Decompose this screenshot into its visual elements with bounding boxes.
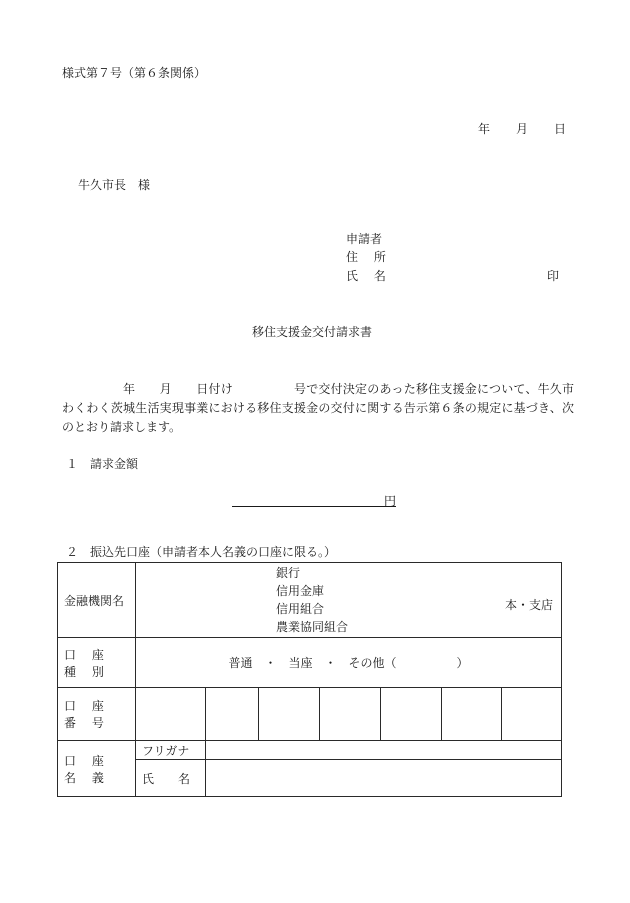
account-type-row [58, 638, 562, 688]
institution-label: 金融機関名 [58, 563, 136, 638]
account-digit-box[interactable] [206, 688, 259, 741]
account-digit-box[interactable] [381, 688, 442, 741]
holder-name-field[interactable] [206, 760, 562, 797]
section1-heading: １ 請求金額 [66, 457, 139, 471]
institution-row [58, 563, 562, 638]
section2-heading: ２ 振込先口座（申請者本人名義の口座に限る。） [66, 545, 337, 559]
account-digit-box[interactable] [502, 688, 562, 741]
applicant-heading: 申請者 [346, 232, 383, 246]
institution-type-bank: 銀行 [276, 566, 301, 580]
account-type-options[interactable]: 普通 ・ 当座 ・ その他（ ） [136, 638, 562, 688]
institution-type-shinkin: 信用金庫 [276, 584, 325, 598]
holder-name-label: 氏 名 [136, 760, 206, 797]
form-number: 様式第７号（第６条関係） [62, 66, 207, 80]
furigana-row [58, 741, 562, 760]
holder-label: 口 座 名 義 [58, 741, 136, 797]
account-type-label: 口 座 種 別 [58, 638, 136, 688]
date-month: 月 [516, 122, 529, 136]
account-digit-box[interactable] [136, 688, 206, 741]
account-digit-box[interactable] [320, 688, 381, 741]
furigana-field[interactable] [206, 741, 562, 760]
institution-field[interactable] [136, 563, 562, 638]
seal-mark: 印 [547, 269, 560, 283]
account-digit-box[interactable] [259, 688, 320, 741]
date-day: 日 [554, 122, 567, 136]
address-label: 住 所 [346, 250, 392, 264]
document-title: 移住支援金交付請求書 [252, 325, 373, 339]
furigana-label: フリガナ [136, 741, 206, 760]
date-line [478, 123, 566, 135]
amount-unit: 円 [383, 494, 396, 508]
institution-type-shinkumi: 信用組合 [276, 602, 325, 616]
addressee: 牛久市長 様 [78, 178, 151, 192]
account-number-label: 口 座 番 号 [58, 688, 136, 741]
body-paragraph: 年 月 日付け 号で交付決定のあった移住支援金について、牛久市わくわく茨城生活実現事業における移住支援金の交付に関する告示第６条の規定に基づき、次のとおり請求します。 [62, 382, 574, 434]
amount-field[interactable] [232, 492, 396, 507]
name-label: 氏 名 [346, 269, 392, 283]
branch-label: 本・支店 [505, 598, 554, 612]
date-year: 年 [478, 122, 491, 136]
account-number-row [58, 688, 562, 741]
institution-type-ja: 農業協同組合 [276, 620, 349, 634]
account-digit-box[interactable] [442, 688, 502, 741]
account-table [57, 562, 562, 797]
